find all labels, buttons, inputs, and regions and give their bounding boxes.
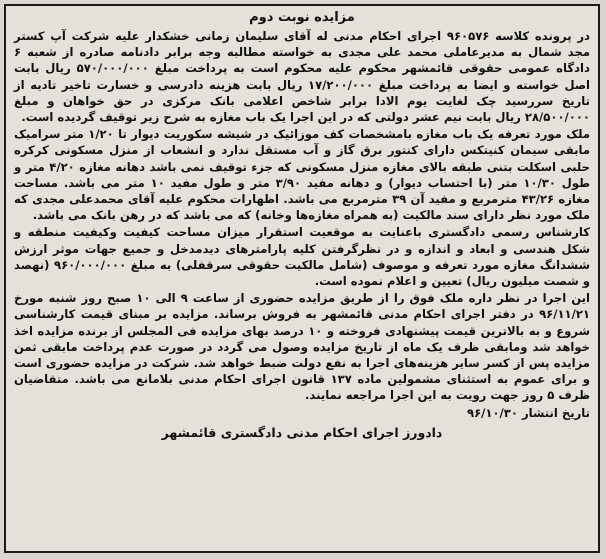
notice-paragraph-case: در پرونده کلاسه ۹۶۰۵۷۶ اجرای احکام مدنی له آقای سلیمان زمانی خشکدار علیه شرکت آپ کستر مجد شمال به مدیرعاملی محمد علی مجدی به خواسته مطالبه وجه برابر دادنامه صادره از شعبه ۶ دادگاه عمومی حقوقی قائمشهر محکوم علیه محکوم است به پرداخت مبلغ ۵۷۰/۰۰۰/۰۰۰ ریال بابت اصل خواسته و ایضا به پرداخت مبلغ ۱۷/۲۰۰/۰۰۰ ریال بابت هزینه دادرسی و خسارت تاخیر تادیه از تاریخ سررسید چک لغایت یوم الادا برابر شاخص اعلامی بانک مرکزی در حق خواهان و مبلغ ۲۸/۵۰۰/۰۰۰ ریال بابت نیم عشر دولتی که در این اجرا یک باب مغازه به شرح زیر توقیف گردیده است.: [14, 29, 590, 125]
notice-paragraph-auction-terms: این اجرا در نظر داره ملک فوق را از طریق مزایده حضوری از ساعت ۹ الی ۱۰ صبح روز شنبه مورخ ۹۶/۱۱/۲۱ در دفتر اجرای احکام مدنی قائمشهر به فروش برساند. مزایده بر مبنای قیمت کارشناسی شروع و به بالاترین قیمت پیشنهادی فروخته و ۱۰ درصد بهای مزایده فی المجلس از برنده مزایده اخذ خواهد شد ومابقی ظرف یک ماه از تاریخ مزایده وصول می گردد در صورت عدم پرداخت مابقی ثمن مزایده پس از کسر سایر هزینه‌های اجرا به نفع دولت ضبط خواهد شد. شرکت در مزایده حضوری است و برای عموم به استثنای مشمولین ماده ۱۳۷ قانون اجرای احکام مدنی بلامانع می باشد. متقاضیان ظرف ۵ روز جهت رویت به این اجرا مراجعه نمایند.: [14, 291, 590, 403]
notice-paragraph-property: ملک مورد تعرفه یک باب مغازه بامشخصات کف موزائیک در شیشه سکوریت دیوار تا ۱/۲۰ متر سرامیک مابقی سیمان کنیتکس دارای کنتور برق گاز و آب مستقل ندارد و انشعاب از منزل مسکونی کرکره حلبی اسکلت بتنی طبقه بالای مغازه منزل مسکونی که جزء توقیف نمی باشد دهانه مغازه ۴/۲۰ متر و طول ۱۰/۳۰ متر (با احتساب دیوار) و دهانه مفید ۳/۹۰ متر و طول مفید ۱۰ متر می باشد. مساحت مغازه ۴۳/۲۶ مترمربع و مفید آن ۳۹ مترمربع می باشد. اظهارات محکوم علیه آقای محمدعلی مجدی که ملک مورد نظر دارای سند مالکیت (به همراه مغازه‌ها وخانه) که می باشد که در رهن بانک می باشد.: [14, 127, 591, 223]
notice-signature: دادورز اجرای احکام مدنی دادگستری قائمشهر: [161, 424, 443, 440]
auction-notice: [4, 4, 600, 553]
notice-title: مزایده نوبت دوم: [249, 10, 355, 25]
notice-paragraph-valuation: کارشناس رسمی دادگستری باعنایت به موقعیت استقرار میزان مساحت کیفیت وکیفیت منطقه و شکل هندسی و ابعاد و اندازه و در نظرگرفتن کلیه پارامترهای دیدمدخل و جمیع جهات موثر ارزش ششدانگ مغازه مورد تعرفه و موصوف (شامل مالکیت حقوقی سرقفلی) به مبلغ ۹۶۰/۰۰۰/۰۰۰ (نهصد و شصت میلیون ریال) تعیین و اعلام نموده است.: [14, 225, 590, 289]
notice-publish-date: تاریخ انتشار ۹۶/۱۰/۳۰: [467, 405, 590, 420]
